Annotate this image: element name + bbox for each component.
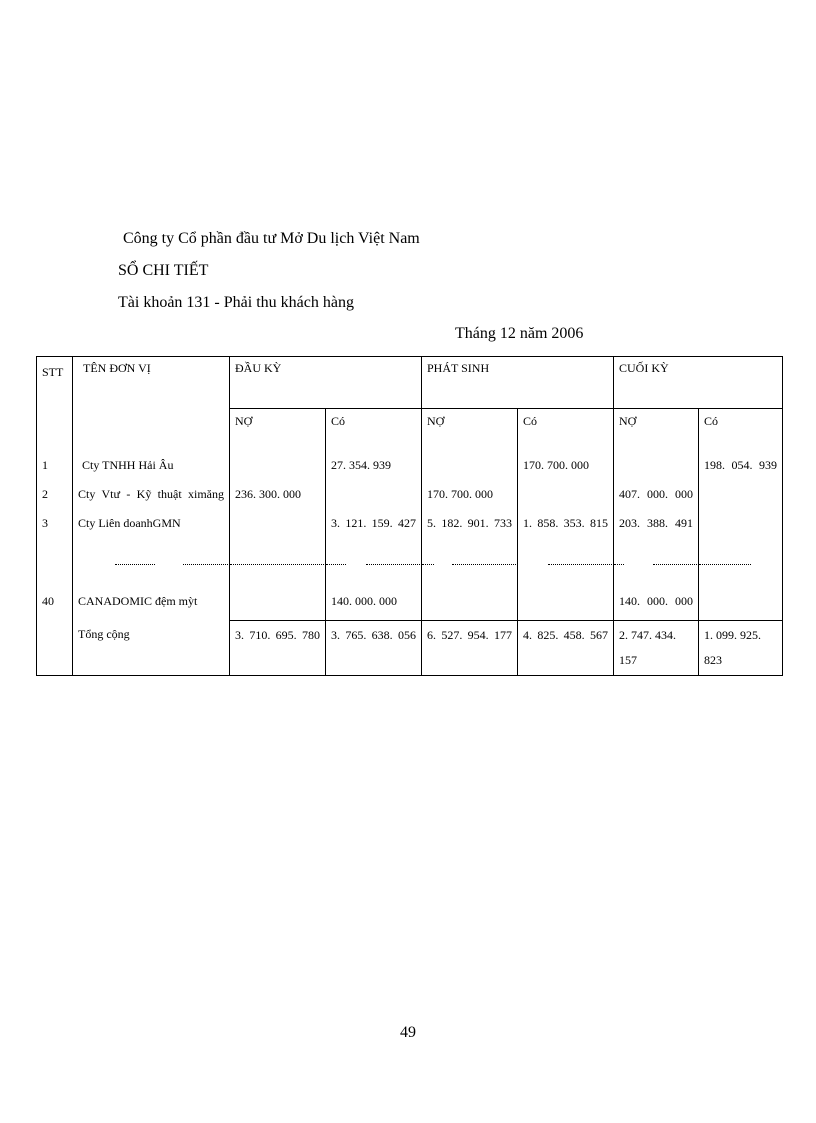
total-row (37, 620, 783, 675)
row-close-credit (699, 587, 783, 616)
table-row (37, 509, 783, 538)
row-close-credit (699, 480, 783, 509)
col-stt-header: STT (37, 357, 73, 454)
col-name-header: TÊN ĐƠN VỊ (73, 357, 230, 454)
row-close-debit: 140. 000. 000 (614, 587, 699, 616)
col-closing-header: CUỐI KỲ (614, 357, 783, 409)
table-row (37, 453, 783, 480)
row-open-credit (326, 480, 422, 509)
row-arise-credit: 170. 700. 000 (518, 453, 614, 480)
ellipsis-cell (326, 538, 422, 587)
col-opening-header: ĐẦU KỲ (230, 357, 422, 409)
row-arise-debit (422, 587, 518, 616)
arising-credit-header: Có (518, 409, 614, 454)
closing-credit-header: Có (699, 409, 783, 454)
total-arise-credit: 4. 825. 458. 567 (518, 620, 614, 675)
ellipsis-row (37, 538, 783, 587)
total-stt (37, 620, 73, 675)
ellipsis-cell (37, 538, 73, 587)
company-name: Công ty Cổ phần đầu tư Mở Du lịch Việt Nam (123, 230, 420, 247)
ellipsis-cell (614, 538, 699, 587)
row-open-credit: 27. 354. 939 (326, 453, 422, 480)
row-stt: 40 (37, 587, 73, 616)
row-arise-credit (518, 480, 614, 509)
row-arise-debit (422, 453, 518, 480)
row-open-credit: 3. 121. 159. 427 (326, 509, 422, 538)
ledger-table (36, 356, 783, 676)
row-stt: 2 (37, 480, 73, 509)
col-arising-header: PHÁT SINH (422, 357, 614, 409)
row-close-debit: 203. 388. 491 (614, 509, 699, 538)
row-open-debit (230, 453, 326, 480)
ellipsis-cell (518, 538, 614, 587)
row-arise-debit: 5. 182. 901. 733 (422, 509, 518, 538)
row-open-debit: 236. 300. 000 (230, 480, 326, 509)
ellipsis-cell (422, 538, 518, 587)
total-close-debit: 2. 747. 434. 157 (614, 620, 699, 675)
header-row-1 (37, 357, 783, 409)
row-stt: 3 (37, 509, 73, 538)
opening-debit-header: NỢ (230, 409, 326, 454)
ellipsis-cell (699, 538, 783, 587)
row-arise-credit (518, 587, 614, 616)
row-close-debit: 407. 000. 000 (614, 480, 699, 509)
page-number: 49 (400, 1024, 416, 1041)
total-open-debit: 3. 710. 695. 780 (230, 620, 326, 675)
row-stt: 1 (37, 453, 73, 480)
row-arise-debit: 170. 700. 000 (422, 480, 518, 509)
row-close-credit: 198. 054. 939 (699, 453, 783, 480)
ledger-title: SỔ CHI TIẾT (118, 262, 209, 279)
row-arise-credit: 1. 858. 353. 815 (518, 509, 614, 538)
row-open-credit: 140. 000. 000 (326, 587, 422, 616)
ledger-table-wrap (36, 356, 783, 676)
total-close-credit: 1. 099. 925. 823 (699, 620, 783, 675)
account-label: Tài khoản 131 - Phải thu khách hàng (118, 294, 354, 311)
row-open-debit (230, 509, 326, 538)
total-open-credit: 3. 765. 638. 056 (326, 620, 422, 675)
row-name: Cty Vtư - Kỹ thuật ximăng (73, 480, 230, 509)
period-label: Tháng 12 năm 2006 (455, 325, 584, 342)
row-name: CANADOMIC đệm mỳt (73, 587, 230, 616)
table-row (37, 587, 783, 616)
row-close-credit (699, 509, 783, 538)
ellipsis-cell (230, 538, 326, 587)
ellipsis-cell (73, 538, 230, 587)
table-row (37, 480, 783, 509)
row-close-debit (614, 453, 699, 480)
total-label: Tổng cộng (73, 620, 230, 675)
opening-credit-header: Có (326, 409, 422, 454)
row-name: Cty Liên doanhGMN (73, 509, 230, 538)
arising-debit-header: NỢ (422, 409, 518, 454)
total-arise-debit: 6. 527. 954. 177 (422, 620, 518, 675)
row-name: Cty TNHH Hải Âu (73, 453, 230, 480)
closing-debit-header: NỢ (614, 409, 699, 454)
row-open-debit (230, 587, 326, 616)
